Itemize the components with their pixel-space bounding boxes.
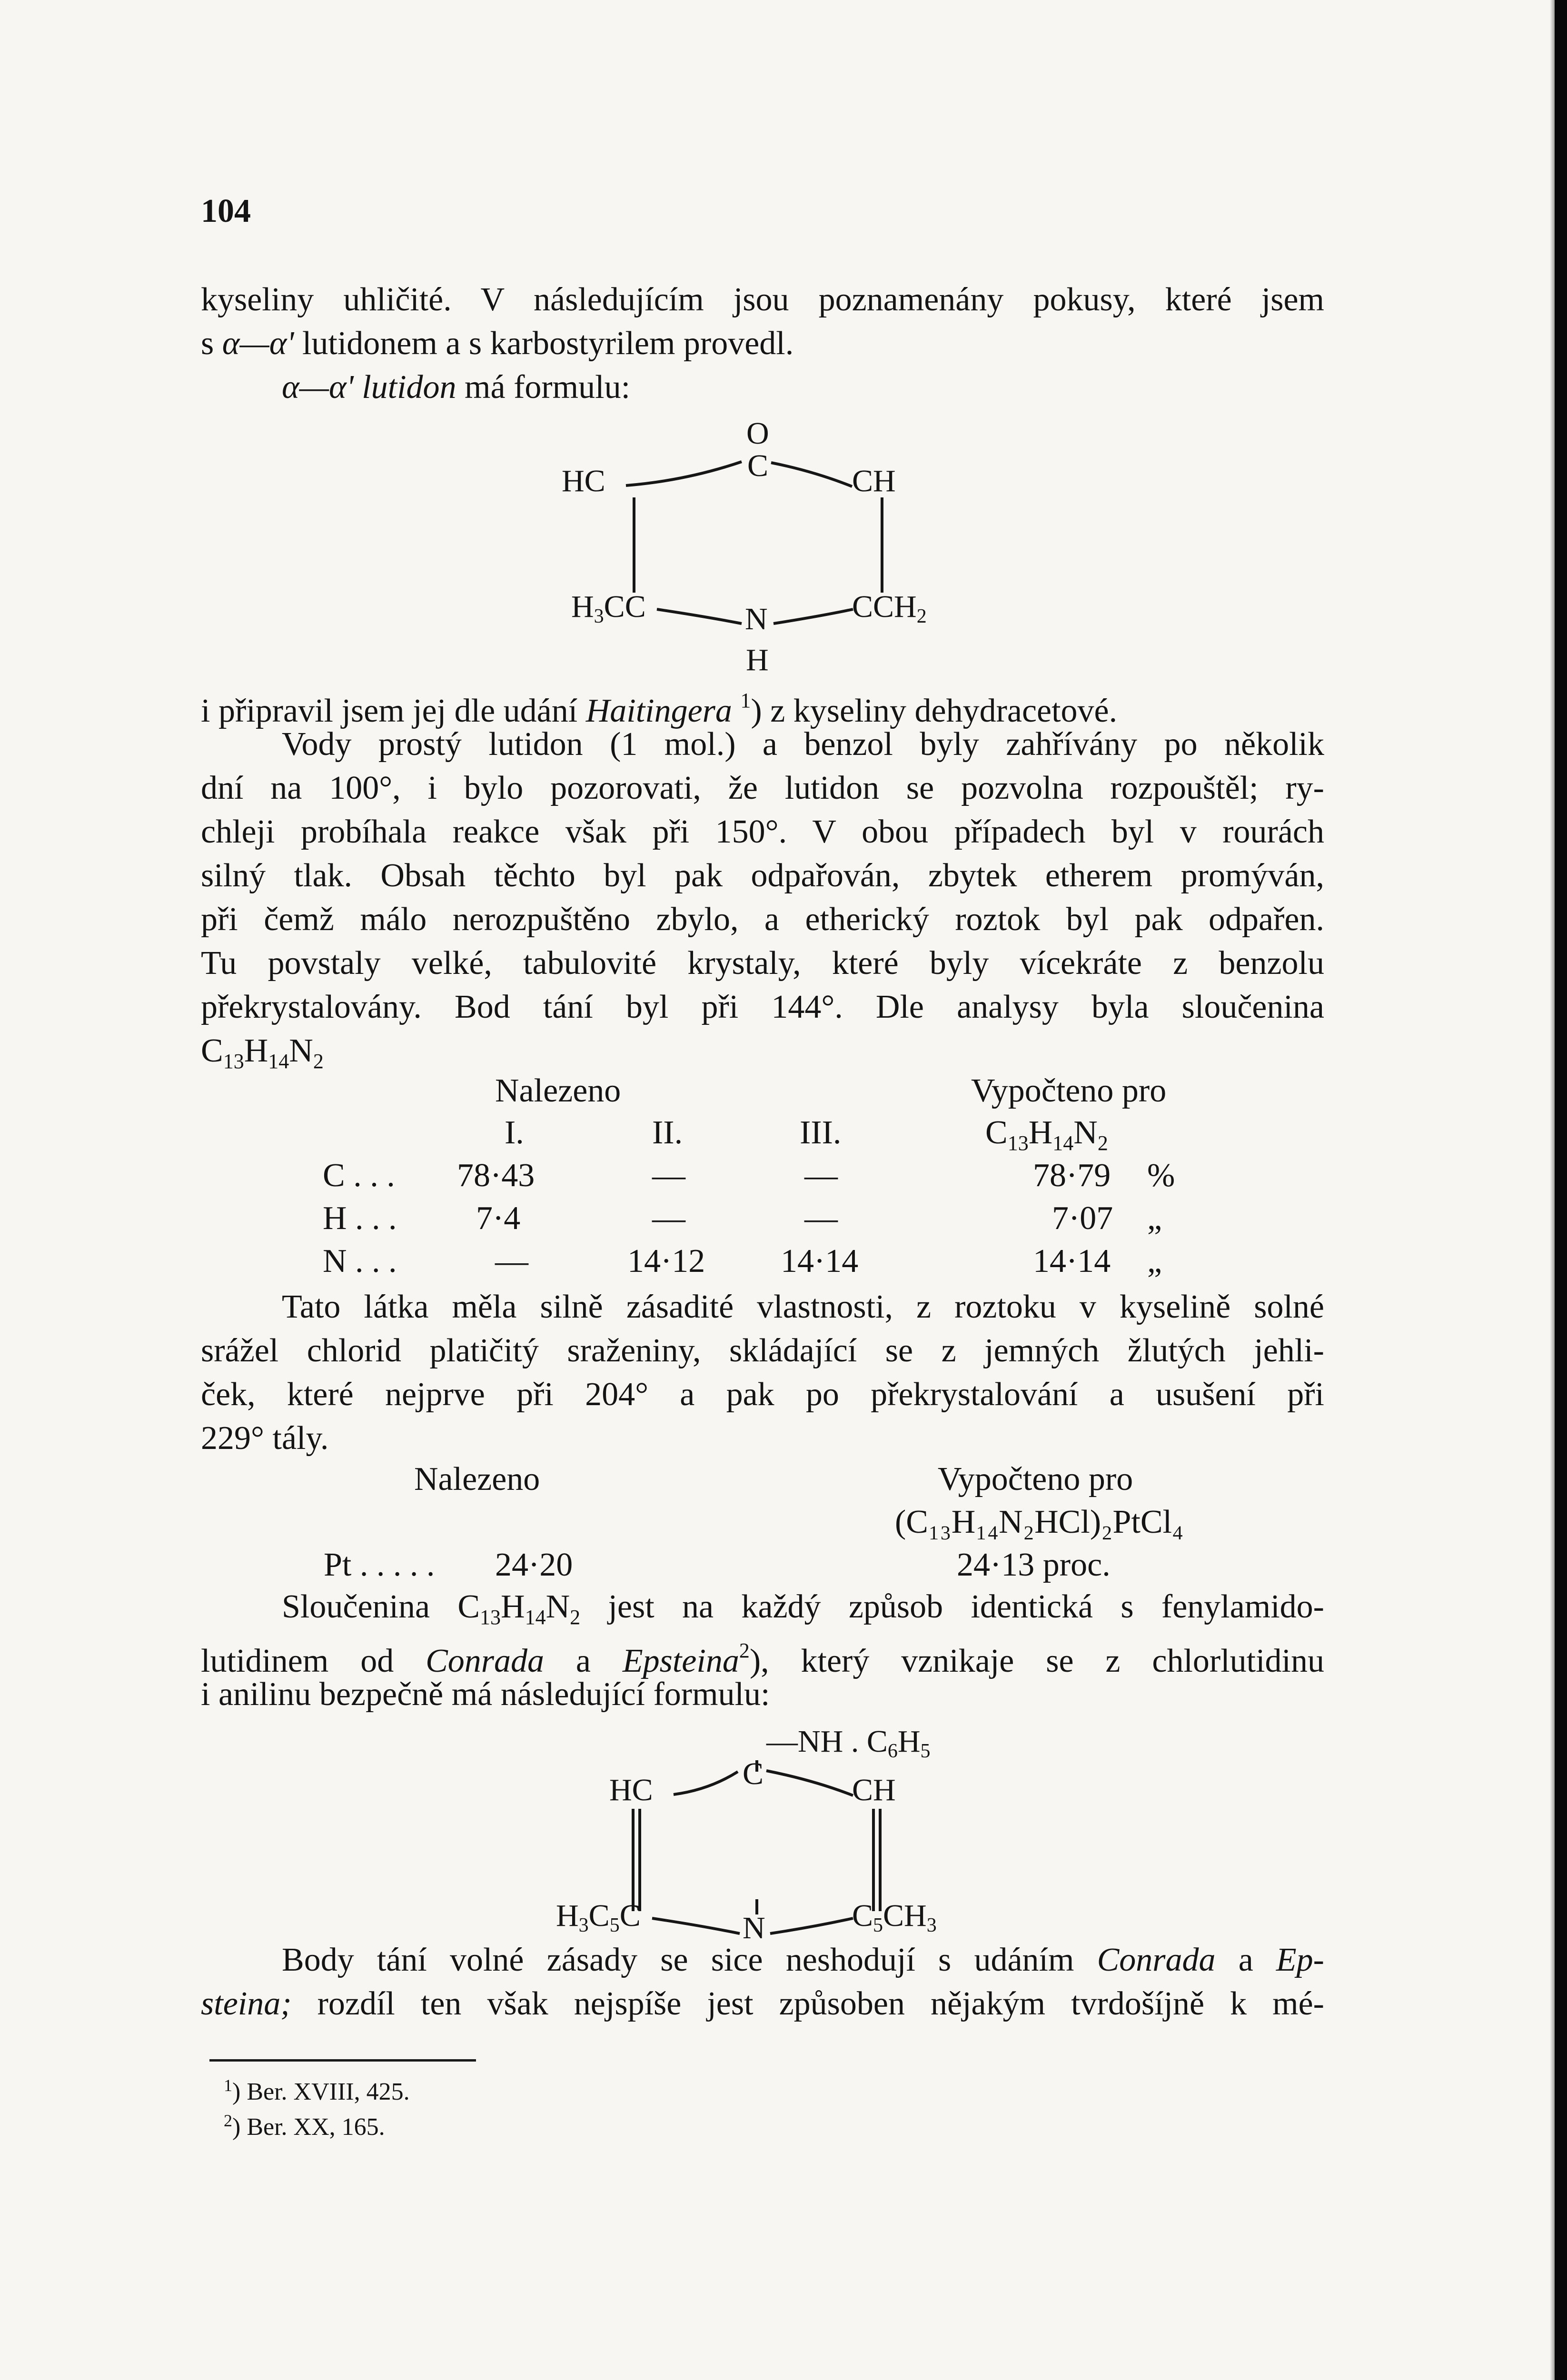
cell: 14·12 <box>627 1243 705 1279</box>
found-header: Nalezeno <box>495 1072 621 1109</box>
calc-header: Vypočteno pro <box>938 1461 1133 1497</box>
paragraph-line: při čemž málo nerozpuštěno zbylo, a etherický roztok byl pak odpařen. <box>201 901 1324 938</box>
cell-calc: 78·79 <box>1033 1157 1111 1194</box>
cell: — <box>804 1157 838 1194</box>
paragraph-line: Tu povstaly velké, tabulovité krystaly, které byly vícekráte z benzolu <box>201 945 1324 982</box>
bond <box>674 1772 738 1795</box>
row-element: N . . . <box>323 1243 397 1279</box>
cell: 78·43 <box>457 1157 535 1194</box>
bond <box>771 463 852 486</box>
bond <box>770 1918 853 1934</box>
paragraph-line: s α—α' lutidonem a s karbostyrilem provedl. <box>201 325 794 362</box>
carbon-atom: C <box>743 1756 764 1791</box>
unit: „ <box>1147 1200 1162 1237</box>
bond <box>774 609 853 624</box>
found-header: Nalezeno <box>414 1461 540 1497</box>
paragraph-line: i připravil jsem jej dle udání Haitingera $^1$) z kyseliny dehydracetové. <box>201 689 1118 729</box>
lutidon-structure <box>562 409 952 676</box>
nh-hydrogen: H <box>746 643 769 677</box>
column-header: I. <box>505 1114 524 1151</box>
scan-edge <box>1555 0 1567 2380</box>
calc-formula: $C_{13}H_{14}N_2$ <box>985 1114 1108 1155</box>
unit: % <box>1147 1157 1175 1194</box>
paragraph-line: překrystalovány. Bod tání byl při 144°. Dle analysy byla sloučenina <box>201 989 1324 1025</box>
paragraph-line: Tato látka měla silně zásadité vlastnosti, z roztoku v kyselině solné <box>282 1289 1324 1325</box>
left-substituent-group: H3C5C <box>556 1898 641 1936</box>
hc-group: HC <box>609 1773 653 1807</box>
paragraph-line: silný tlak. Obsah těchto byl pak odpařován, zbytek etherem promýván, <box>201 857 1324 894</box>
calc-header: Vypočteno pro <box>971 1072 1167 1109</box>
paragraph-line: srážel chlorid platičitý sraženiny, skládající se z jemných žlutých jehli- <box>201 1332 1324 1369</box>
row-element: C . . . <box>323 1157 395 1194</box>
paragraph-line: chleji probíhala reakce však při 150°. V obou případech byl v rourách <box>201 813 1324 850</box>
paragraph-line: i anilinu bezpečně má následující formulu: <box>201 1676 770 1713</box>
bond <box>626 462 742 486</box>
row-element: Pt . . . . . <box>324 1547 435 1583</box>
paragraph-line: lutidinem od Conrada a Epsteina$^2$), který vznikaje se z chlorlutidinu <box>201 1639 1324 1679</box>
formula-intro: α—α' lutidon má formulu: <box>282 369 631 406</box>
cell-calc: 7·07 <box>1052 1200 1113 1237</box>
ch-group: CH <box>852 1773 896 1807</box>
cell: — <box>804 1200 838 1237</box>
paragraph-line: 229° tály. <box>201 1420 329 1457</box>
scan-shadow <box>1550 0 1555 2380</box>
hc-group: HC <box>562 464 605 498</box>
page-number: 104 <box>201 193 251 229</box>
paragraph-line: Vody prostý lutidon (1 mol.) a benzol byly zahřívány po několik <box>282 726 1324 763</box>
cch2-group: CCH2 <box>852 589 927 627</box>
found-value: 24·20 <box>495 1547 573 1583</box>
compound-formula: $C_{13}H_{14}N_2$ <box>201 1032 324 1073</box>
nh-phenyl-group: —NH . C6H5 <box>766 1724 931 1762</box>
cell: 14·14 <box>781 1243 859 1279</box>
footnote-rule <box>209 2059 476 2062</box>
paragraph-line: ček, které nejprve při 204° a pak po překrystalování a usušení při <box>201 1376 1324 1413</box>
paragraph-line: Sloučenina $C_{13}H_{14}N_2$ jest na každý způsob identická s fenylamido- <box>282 1588 1324 1629</box>
bond <box>657 609 742 624</box>
h3cc-group: H3CC <box>571 589 646 627</box>
nitrogen-atom: N <box>743 1911 765 1945</box>
right-substituent-group: C5CH3 <box>852 1898 937 1936</box>
cell: 7·4 <box>476 1200 521 1237</box>
oxygen-atom: O <box>746 416 769 451</box>
cell-calc: 14·14 <box>1033 1243 1111 1279</box>
footnote: $^1$) Ber. XVIII, 425. <box>224 2076 410 2105</box>
paragraph-line: kyseliny uhličité. V následujícím jsou poznamenány pokusy, které jsem <box>201 281 1324 318</box>
row-element: H . . . <box>323 1200 397 1237</box>
calc-formula: (C₁₃H₁₄N₂HCl)₂PtCl₄ <box>895 1504 1184 1540</box>
paragraph-line: steina; rozdíl ten však nejspíše jest způsoben nějakým tvrdošíjně k mé- <box>201 1985 1324 2022</box>
bond <box>652 1918 740 1934</box>
cell: — <box>652 1157 685 1194</box>
footnote: $^2$) Ber. XX, 165. <box>224 2111 385 2141</box>
nitrogen-atom: N <box>745 602 768 636</box>
cell: — <box>652 1200 685 1237</box>
calc-value: 24·13 proc. <box>957 1547 1111 1583</box>
column-header: III. <box>800 1114 842 1151</box>
cell: — <box>495 1243 528 1279</box>
paragraph-line: Body tání volné zásady se sice neshodují s udáním Conrada a Ep- <box>282 1942 1324 1978</box>
paragraph-line: dní na 100°, i bylo pozorovati, že lutidon se pozvolna rozpouštěl; ry- <box>201 770 1324 806</box>
column-header: II. <box>652 1114 683 1151</box>
carbon-atom: C <box>747 448 769 483</box>
unit: „ <box>1147 1243 1162 1279</box>
ch-group: CH <box>852 464 896 498</box>
bond <box>766 1771 853 1795</box>
